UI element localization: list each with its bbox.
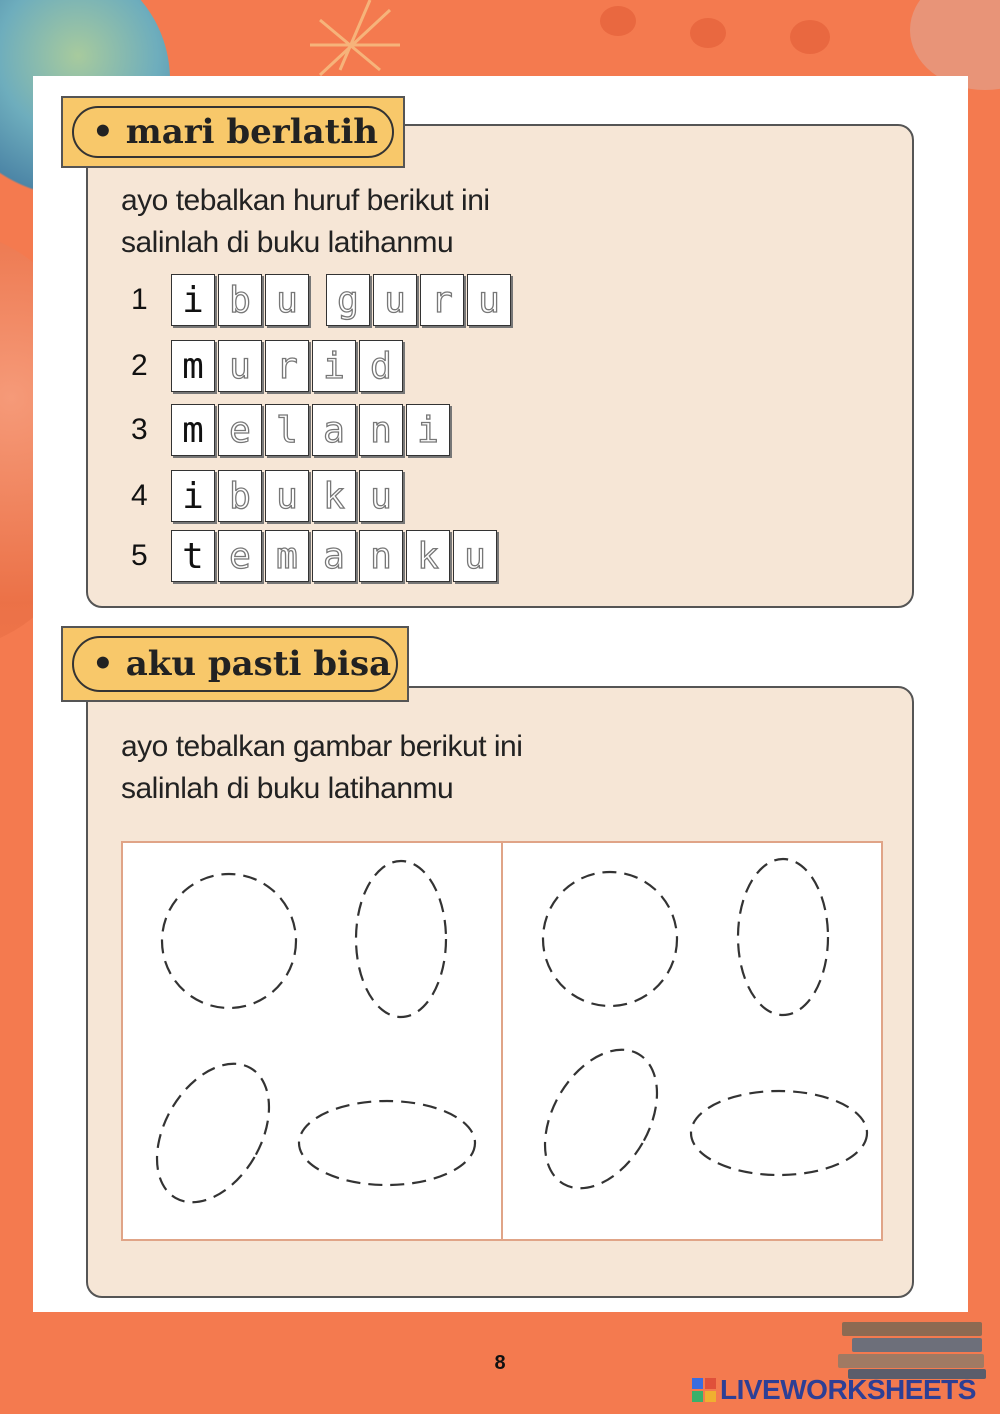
star-decoration bbox=[280, 0, 440, 80]
section-title-pill bbox=[72, 636, 398, 692]
tracing-shapes bbox=[123, 843, 881, 1239]
row-number: 4 bbox=[131, 479, 148, 512]
trace-cell[interactable]: u bbox=[265, 274, 309, 326]
trace-cell[interactable]: a bbox=[312, 404, 356, 456]
dashed-oval-shape bbox=[299, 1101, 475, 1185]
trace-cell[interactable]: i bbox=[406, 404, 450, 456]
letter-cell[interactable]: m bbox=[171, 340, 215, 392]
page-number: 8 bbox=[494, 1352, 506, 1374]
section-title: mari berlatih bbox=[125, 112, 379, 152]
section-title-tag bbox=[61, 626, 409, 702]
dashed-oval-shape bbox=[134, 1044, 292, 1222]
trace-cell[interactable]: b bbox=[218, 470, 262, 522]
section-title-tag bbox=[61, 96, 405, 168]
dashed-oval-shape bbox=[522, 1030, 680, 1208]
instruction-line: ayo tebalkan gambar berikut ini bbox=[121, 730, 523, 763]
trace-cell[interactable]: n bbox=[359, 530, 403, 582]
trace-cell[interactable]: r bbox=[420, 274, 464, 326]
trace-cell[interactable]: d bbox=[359, 340, 403, 392]
word-row bbox=[131, 274, 514, 326]
trace-cell[interactable]: e bbox=[218, 404, 262, 456]
trace-cell[interactable]: u bbox=[265, 470, 309, 522]
dashed-circle-shape bbox=[543, 872, 677, 1006]
bullet-icon: • bbox=[92, 112, 114, 152]
trace-cell[interactable]: k bbox=[406, 530, 450, 582]
instruction-line: salinlah di buku latihanmu bbox=[121, 772, 454, 805]
instruction-text bbox=[121, 180, 490, 264]
dashed-oval-shape bbox=[738, 859, 828, 1015]
row-number: 5 bbox=[131, 539, 148, 572]
letter-cell[interactable]: m bbox=[171, 404, 215, 456]
letter-cells bbox=[171, 530, 500, 582]
bullet-icon: • bbox=[92, 644, 114, 684]
section-title-pill bbox=[72, 106, 394, 158]
dot-decoration bbox=[790, 20, 830, 54]
worksheet-page bbox=[33, 76, 968, 1312]
row-number: 3 bbox=[131, 413, 148, 446]
trace-cell[interactable]: b bbox=[218, 274, 262, 326]
letter-cell[interactable]: t bbox=[171, 530, 215, 582]
trace-cell[interactable]: i bbox=[312, 340, 356, 392]
letter-cell[interactable]: i bbox=[171, 470, 215, 522]
section-title: aku pasti bisa bbox=[125, 644, 392, 684]
letter-cells bbox=[171, 340, 406, 392]
trace-cell[interactable]: u bbox=[359, 470, 403, 522]
dot-decoration bbox=[690, 18, 726, 48]
dashed-circle-shape bbox=[162, 874, 296, 1008]
trace-cell[interactable]: k bbox=[312, 470, 356, 522]
instruction-line: salinlah di buku latihanmu bbox=[121, 226, 454, 259]
trace-cell[interactable]: l bbox=[265, 404, 309, 456]
row-number: 2 bbox=[131, 349, 148, 382]
letter-cells bbox=[171, 470, 406, 522]
word-row bbox=[131, 470, 406, 522]
trace-cell[interactable]: u bbox=[467, 274, 511, 326]
trace-cell[interactable]: n bbox=[359, 404, 403, 456]
instruction-line: ayo tebalkan huruf berikut ini bbox=[121, 184, 490, 217]
trace-cell[interactable]: u bbox=[453, 530, 497, 582]
trace-cell[interactable]: r bbox=[265, 340, 309, 392]
trace-cell[interactable]: a bbox=[312, 530, 356, 582]
brand-name: LIVEWORKSHEETS bbox=[720, 1374, 976, 1405]
trace-cell[interactable]: e bbox=[218, 530, 262, 582]
word-row bbox=[131, 404, 453, 456]
word-row bbox=[131, 530, 500, 582]
trace-cell[interactable]: m bbox=[265, 530, 309, 582]
tracing-area[interactable] bbox=[121, 841, 883, 1241]
dashed-oval-shape bbox=[691, 1091, 867, 1175]
letter-cells bbox=[171, 404, 453, 456]
trace-cell[interactable]: g bbox=[326, 274, 370, 326]
brand-logo[interactable] bbox=[692, 1374, 976, 1406]
dot-decoration bbox=[600, 6, 636, 36]
trace-cell[interactable]: u bbox=[373, 274, 417, 326]
liveworksheets-icon bbox=[692, 1378, 716, 1402]
letter-cells bbox=[171, 274, 514, 326]
word-row bbox=[131, 340, 406, 392]
trace-cell[interactable]: u bbox=[218, 340, 262, 392]
dashed-oval-shape bbox=[356, 861, 446, 1017]
row-number: 1 bbox=[131, 283, 148, 316]
instruction-text bbox=[121, 726, 522, 810]
letter-cell[interactable]: i bbox=[171, 274, 215, 326]
